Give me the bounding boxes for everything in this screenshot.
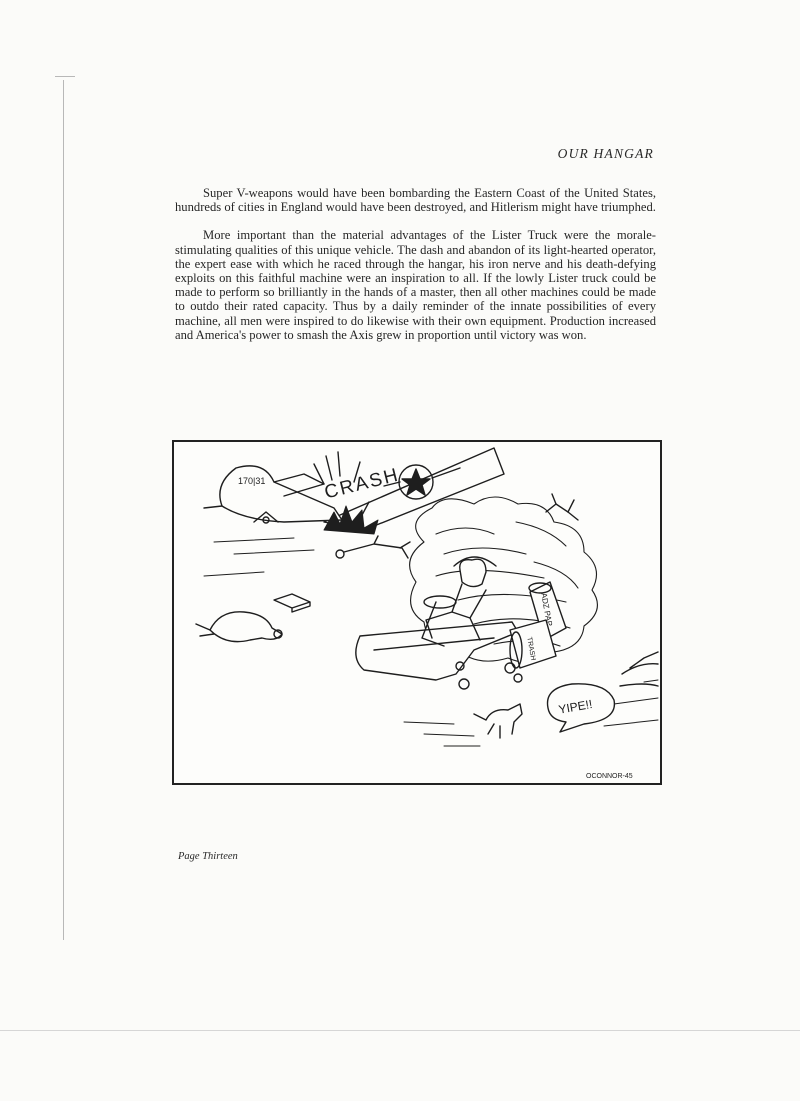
running-head: OUR HANGAR [557, 146, 654, 161]
dog-exclamation: YIPE!! [557, 696, 594, 717]
binder-margin-line [63, 80, 64, 940]
drum-label-2: TRASH [525, 636, 537, 662]
drum-label-1: ADZ PAP [539, 592, 554, 627]
crashed-plane-fuselage [204, 466, 342, 523]
cartoon-illustration [172, 440, 662, 785]
page-number: Page Thirteen [178, 851, 238, 862]
cartoon-drawing [174, 442, 660, 783]
sprawled-worker [336, 536, 410, 558]
plane-number: 170|31 [238, 476, 266, 486]
artist-signature: OCONNOR-45 [586, 773, 633, 780]
running-dog [474, 704, 522, 738]
debris-crate [274, 594, 310, 612]
page-fold-line [0, 1030, 800, 1031]
crash-label: CRASH [322, 464, 402, 504]
paragraph-1: Super V-weapons would have been bombarding the Eastern Coast of the United States, hundreds of cities in England would have been destroyed, and Hitlerism might have triumphed. [175, 186, 656, 215]
flattened-worker-left [196, 612, 282, 642]
binder-margin-tick [55, 76, 75, 77]
article-body [175, 186, 656, 356]
paragraph-2: More important than the material advantages of the Lister Truck were the morale-stimulating qualities of this unique vehicle. The dash and abandon of its light-hearted operator, the expert ease with which he raced through the hangar, his iron nerve and his death-defying exploits on this faithful machine were an inspiration to all. If the lowly Lister truck could be made to perform so brilliantly in the hands of a master, then all other machines could be made to outdo their rated capacity. Thus by a daily reminder of the innate possibilities of every machine, all men were inspired to do likewise with their own equipment. Production increased and America's power to smash the Axis grew in proportion until victory was won. [175, 228, 656, 342]
